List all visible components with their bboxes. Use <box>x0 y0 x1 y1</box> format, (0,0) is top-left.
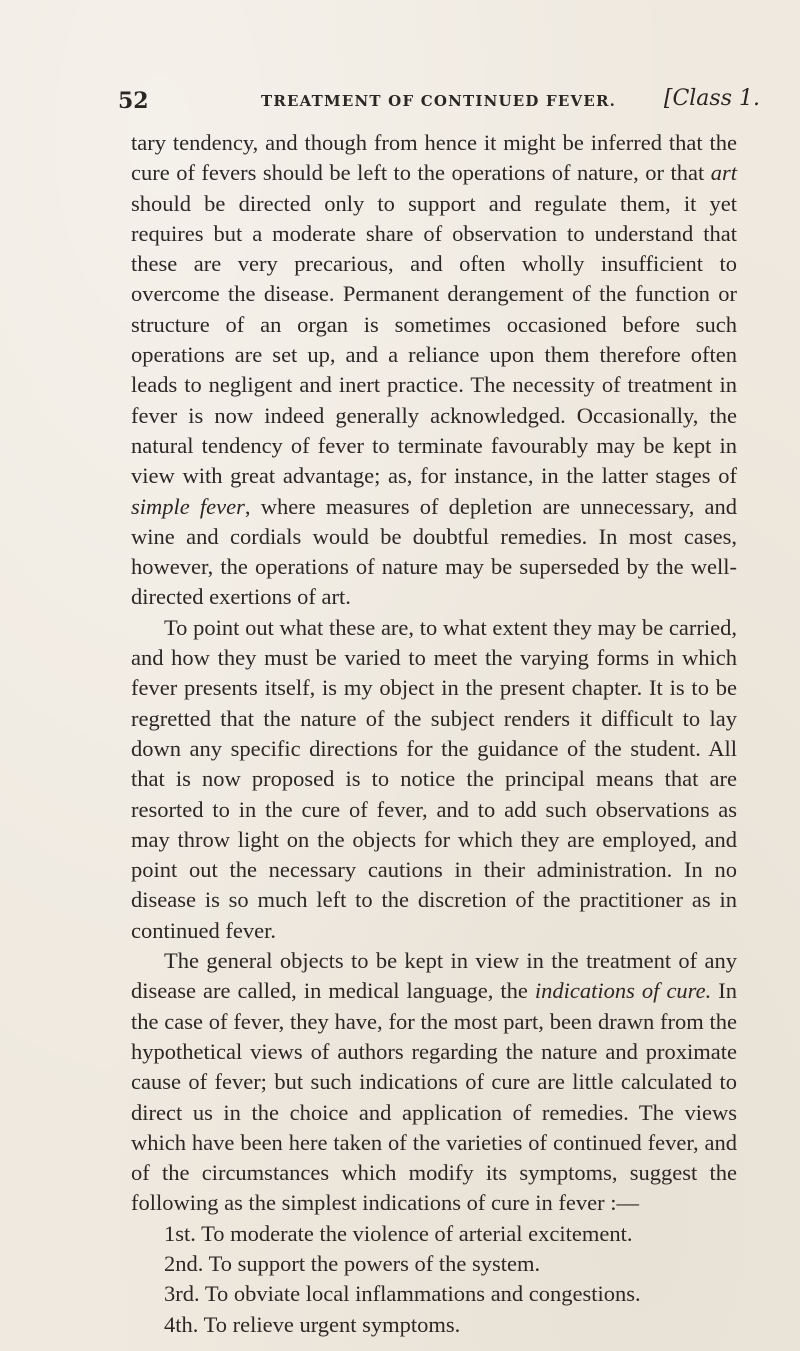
p1-emphasis-simple-fever: simple fever <box>131 493 245 519</box>
running-header <box>118 86 768 116</box>
list-item: 2nd. To support the powers of the system. <box>164 1250 541 1276</box>
p1-emphasis-art: art <box>710 160 737 186</box>
page-number: 52 <box>118 88 149 114</box>
p1-text-b: should be directed only to support and regulate them, it yet requires but a moderate share of observation to understand that these are very precarious, and often wholly insufficient to overcome the disease. Permanent derangement of the function or structure of an organ is sometimes occasioned before such operations are set up, and a reliance upon them therefore often leads to negligent and inert practice. The necessity of treatment in fever is now indeed generally acknowledged. Occasionally, the natural tendency of fever to terminate favourably may be kept in view with great advantage; as, for instance, in the latter stages of <box>131 190 737 489</box>
indications-list <box>131 1219 737 1340</box>
running-title: TREATMENT OF CONTINUED FEVER. <box>261 92 617 110</box>
paragraph-3 <box>131 946 737 1219</box>
p3-text-a: The general objects to be kept in view in the treatment of any disease are called, in medical language, the <box>131 948 737 1004</box>
p1-text-a: tary tendency, and though from hence it might be inferred that the cure of fevers should be left to the operations of nature, or that <box>131 130 737 186</box>
paragraph-2: To point out what these are, to what extent they may be carried, and how they must be varied to meet the varying forms in which fever presents itself, is my object in the present chapter. It is to be regretted that the nature of the subject renders it difficult to lay down any specific directions for the guidance of the student. All that is now proposed is to notice the principal means that are resorted to in the cure of fever, and to add such observations as may throw light on the objects for which they are employed, and point out the necessary cautions in their administration. In no disease is so much left to the discretion of the practitioner as in continued fever. <box>131 614 737 943</box>
body-text <box>131 128 737 1340</box>
list-item: 1st. To moderate the violence of arterial excitement. <box>164 1220 633 1246</box>
paragraph-1 <box>131 128 737 613</box>
p1-text-c: , where measures of depletion are unnecessary, and wine and cordials would be doubtful remedies. In most cases, however, the operations of nature may be superseded by the well-directed exertions of art. <box>131 493 737 610</box>
list-item: 4th. To relieve urgent symptoms. <box>164 1311 461 1337</box>
list-item: 3rd. To obviate local inflammations and congestions. <box>164 1281 641 1307</box>
class-label: [Class 1. <box>663 86 760 111</box>
p3-text-b: In the case of fever, they have, for the most part, been drawn from the hypothetical views of authors regarding the nature and proximate cause of fever; but such indications of cure are little calculated to direct us in the choice and application of remedies. The views which have been here taken of the varieties of continued fever, and of the circumstances which modify its symptoms, suggest the following as the simplest indications of cure in fever :— <box>131 978 737 1216</box>
p3-emphasis-indications: indications of cure. <box>534 978 712 1004</box>
